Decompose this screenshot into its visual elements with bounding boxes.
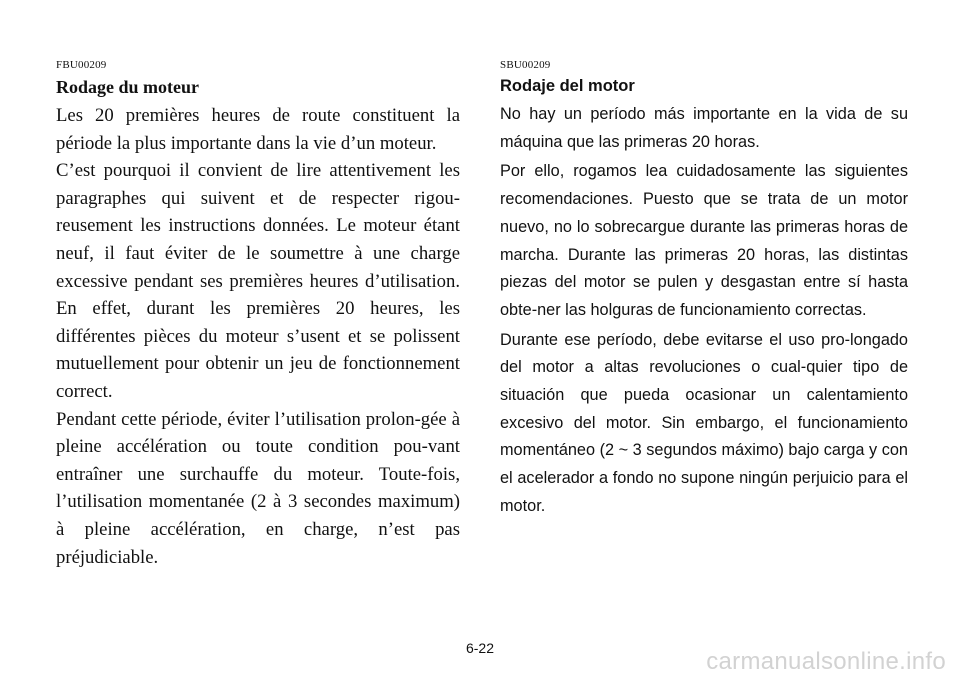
paragraph-fr-1: Les 20 premières heures de route constituent la période la plus importante dans la vie d’un moteur. [56, 105, 460, 154]
paragraph-fr-3: Pendant cette période, éviter l’utilisation prolon-gée à pleine accélération ou toute condition pou-vant entraîner une surchauffe du moteur. Toute-fois, l’utilisation momentanée (2 à 3 secondes maximum) à pleine accélération, en charge, n’est pas préjudiciable. [56, 408, 460, 568]
section-code-es: SBU00209 [500, 59, 551, 71]
french-column [56, 58, 460, 571]
watermark: carmanualsonline.info [706, 648, 946, 675]
paragraph-es-2: Por ello, rogamos lea cuidadosamente las siguientes recomendaciones. Puesto que se trata de un motor nuevo, no lo sobrecargue durante las primeras horas de marcha. Durante las primeras 20 horas, las distintas piezas del motor se pulen y desgastan entre sí hasta obte-ner las holguras de funcionamiento correctas. [500, 162, 908, 319]
section-code-fr: FBU00209 [56, 59, 107, 71]
paragraph-fr-2: C’est pourquoi il convient de lire attentivement les paragraphes qui suivent et de respecter rigou-reusement les instructions données. Le moteur étant neuf, il faut éviter de le soumettre à une charge excessive pendant ses premières heures d’utilisation. En effet, durant les premières 20 heures, les différentes pièces du moteur s’usent et se polissent mutuellement pour obtenir un jeu de fonctionnement correct. [56, 160, 460, 402]
section-heading-fr: Rodage du moteur [56, 77, 199, 97]
paragraph-es-3: Durante ese período, debe evitarse el uso pro-longado del motor a altas revoluciones o cual-quier tipo de situación que pueda ocasionar un calentamiento excesivo del motor. Sin embargo, el funcionamiento momentáneo (2 ~ 3 segundos máximo) bajo carga y con el acelerador a fondo no supone ningún perjuicio para el motor. [500, 330, 908, 515]
section-heading-es: Rodaje del motor [500, 77, 635, 95]
paragraph-es-1: No hay un período más importante en la vida de su máquina que las primeras 20 horas. [500, 105, 908, 151]
spanish-column [500, 58, 908, 521]
page-number: 6-22 [465, 640, 495, 656]
